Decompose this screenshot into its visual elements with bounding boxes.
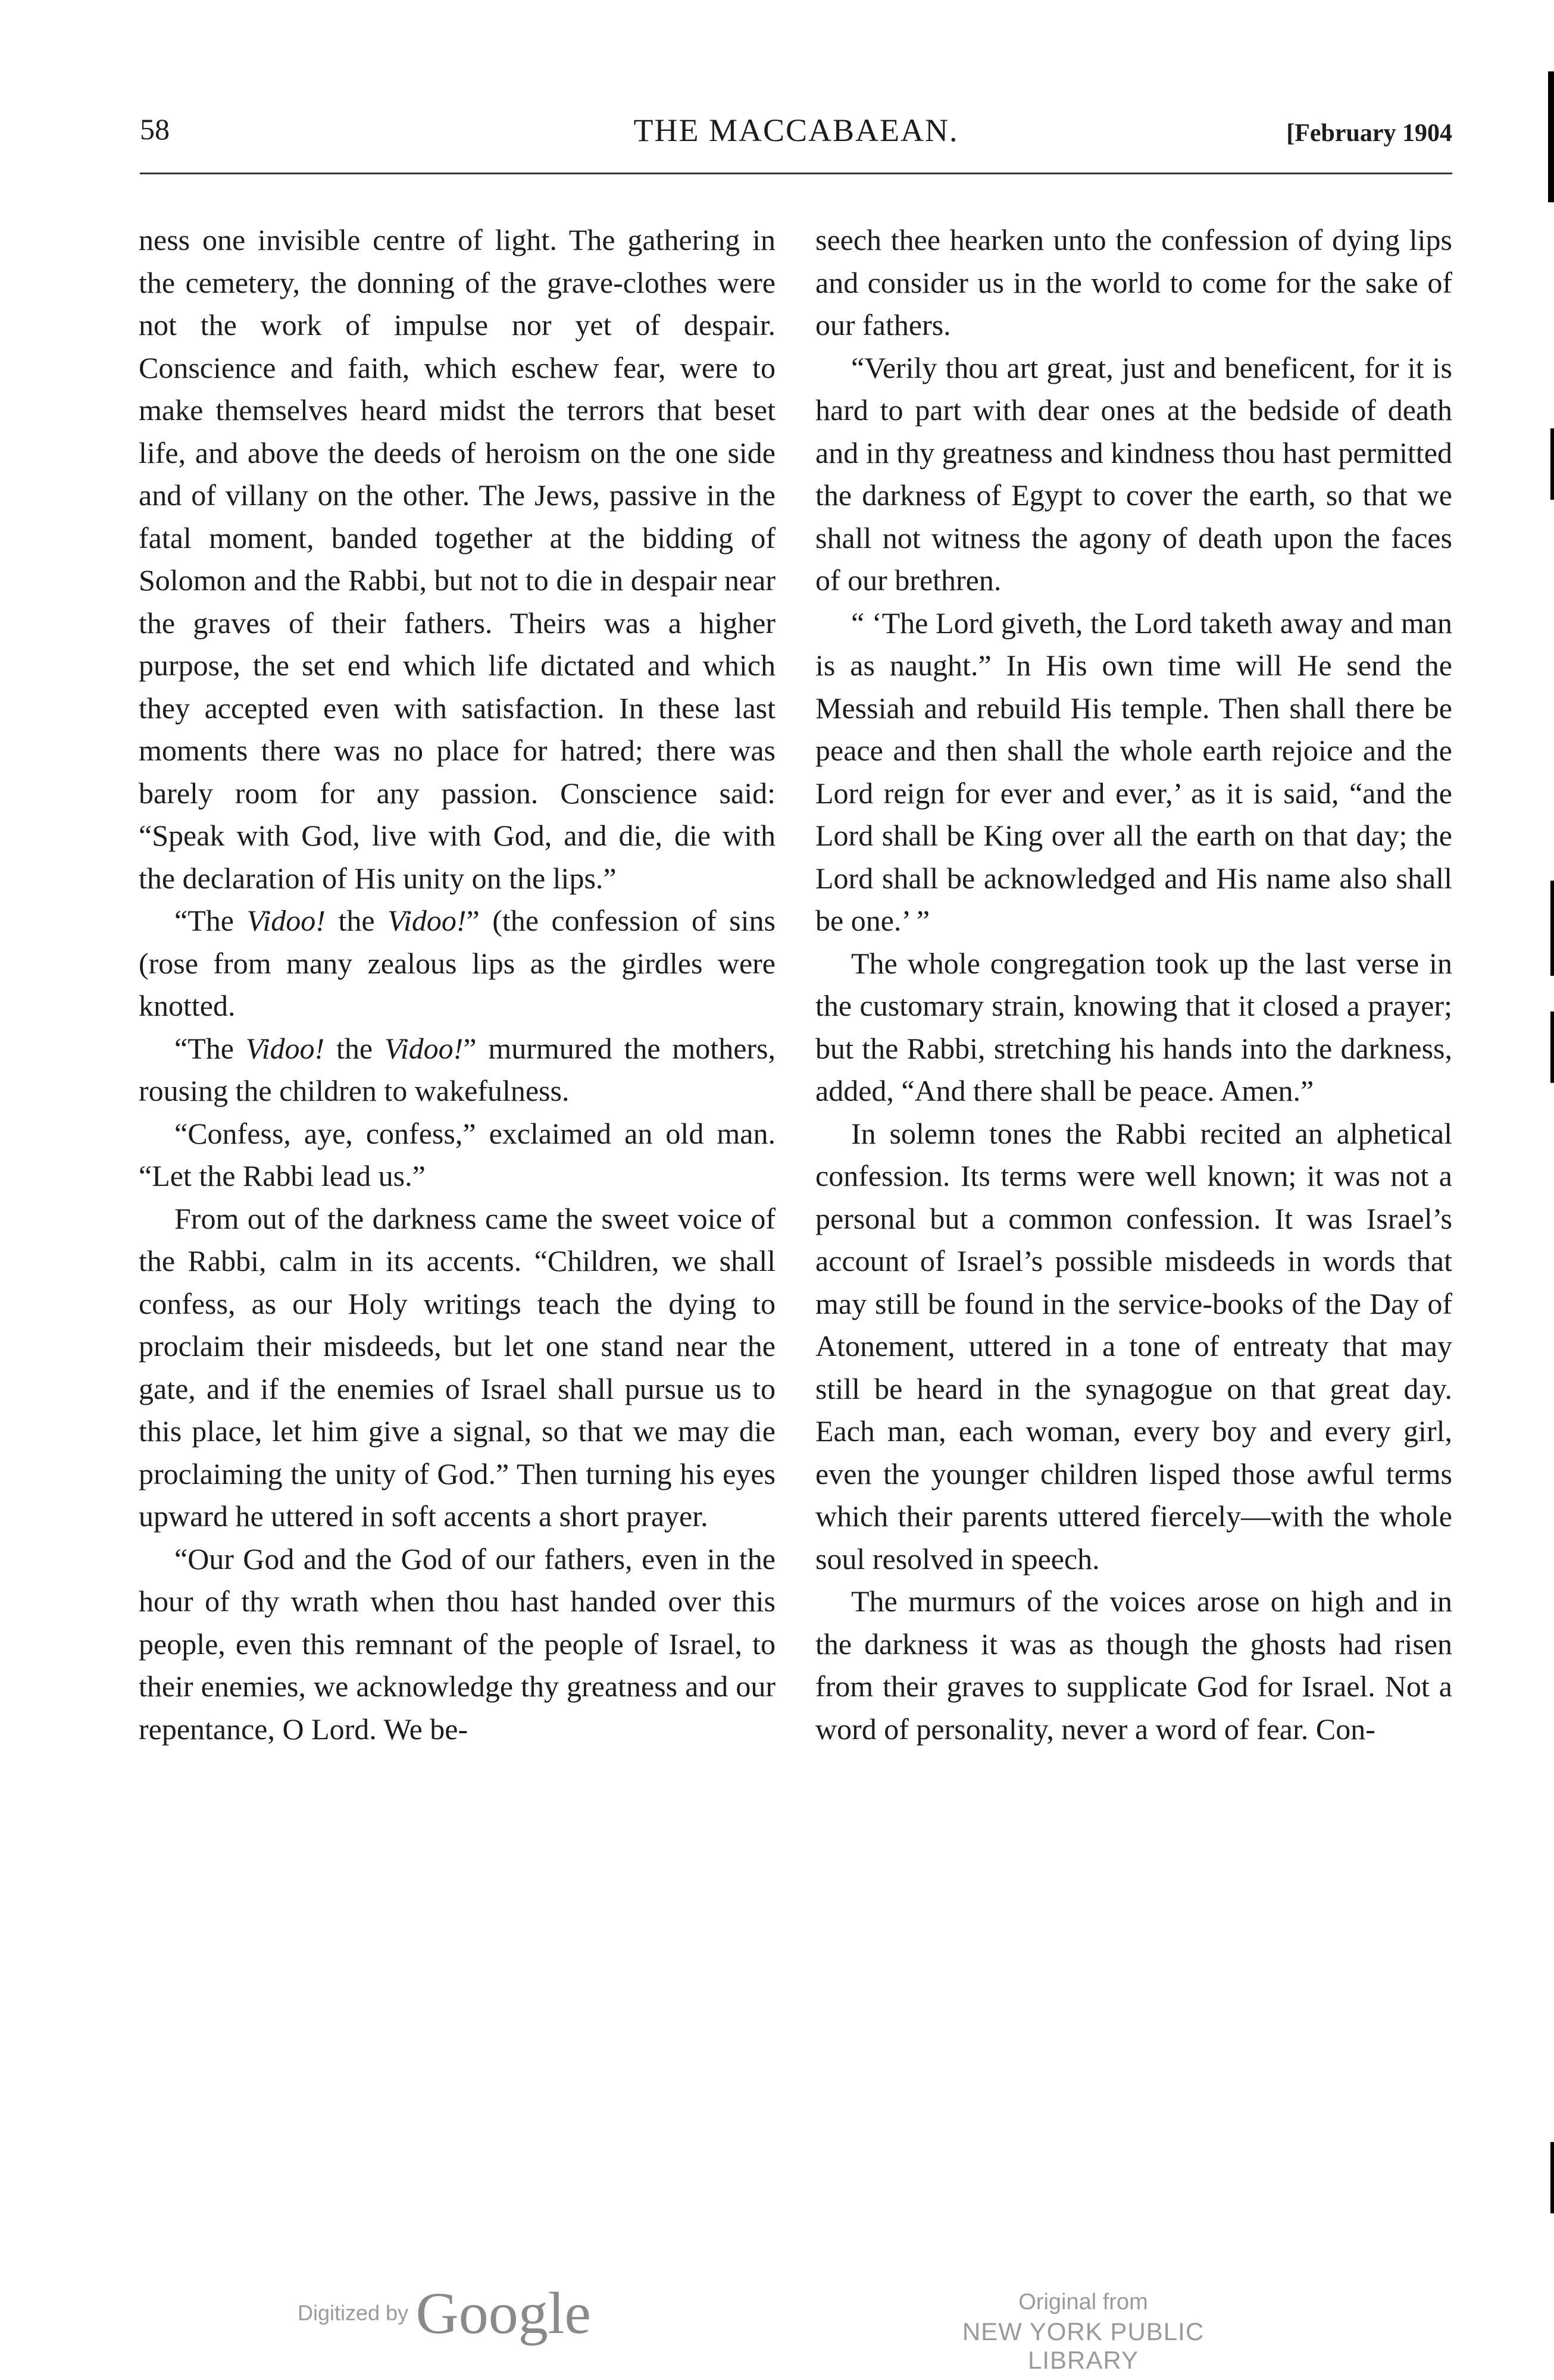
page-number: 58 — [140, 112, 170, 146]
paragraph: “Our God and the God of our fathers, even in the hour of thy wrath when thou hast handed over this people, even this remnant of the people of Israel, to their enemies, we acknowledge thy greatness and our repentance, O Lord. We be- — [139, 1542, 776, 1746]
scan-edge-mark — [1550, 881, 1554, 976]
paragraph: seech thee hearken unto the confession of dying lips and consider us in the world to come for the sake of our fathers. — [815, 223, 1452, 342]
library-attribution — [905, 2290, 1262, 2375]
scan-edge-mark — [1548, 71, 1554, 202]
paragraph: “Verily thou art great, just and beneficent, for it is hard to part with dear ones at the bedside of death and in thy greatness and kindness thou hast permitted the darkness of Egypt to cover the earth, so that we shall not witness the agony of death upon the faces of our brethren. — [815, 350, 1452, 597]
italic-term: Vidoo! — [384, 1031, 464, 1065]
text-run: the — [324, 1031, 384, 1065]
digitized-by-label: Digitized by — [298, 2300, 409, 2325]
digitized-by-google-watermark — [298, 2279, 591, 2347]
issue-date: [February 1904 — [1286, 120, 1452, 147]
running-header — [140, 112, 1452, 159]
library-name: NEW YORK PUBLIC LIBRARY — [962, 2318, 1205, 2374]
paragraph: From out of the darkness came the sweet voice of the Rabbi, calm in its accents. “Children, we shall confess, as our Holy writings teach the dying to proclaim their misdeeds, but let one stand near the gate, and if the enemies of Israel shall pursue us to this place, let him give a signal, so that we may die proclaiming the unity of God.” Then turning his eyes upward he uttered in soft accents a short prayer. — [139, 1201, 776, 1533]
paragraph: “ ‘The Lord giveth, the Lord taketh away and man is as naught.” In His own time will He send the Messiah and rebuild His temple. Then shall there be peace and then shall the whole earth rejoice and the Lord reign for ever and ever,’ as it is said, “and the Lord shall be King over all the earth on that day; the Lord shall be acknowledged and His name also shall be one.’ ” — [815, 606, 1452, 937]
journal-title: THE MACCABAEAN. — [633, 112, 959, 148]
left-column — [139, 219, 776, 1750]
paragraph: ness one invisible centre of light. The gathering in the cemetery, the donning of the grave-clothes were not the work of impulse nor yet of despair. Conscience and faith, which eschew fear, were to make themselves heard midst the terrors that beset life, and above the deeds of heroism on the one side and of villany on the other. The Jews, passive in the fatal moment, banded together at the bidding of Solomon and the Rabbi, but not to die in despair near the graves of their fathers. Theirs was a higher purpose, the set end which life dictated and which they accepted even with satisfaction. In these last moments there was no place for hatred; there was barely room for any passion. Conscience said: “Speak with God, live with God, and die, die with the declaration of His unity on the lips.” — [139, 223, 776, 895]
paragraph: “Confess, aye, confess,” exclaimed an old man. “Let the Rabbi lead us.” — [139, 1116, 776, 1192]
paragraph: In solemn tones the Rabbi recited an alphetical confession. Its terms were well known; it was not a personal but a common confession. It was Israel’s account of Israel’s possible misdeeds in words that may still be found in the service-books of the Day of Atonement, uttered in a tone of entreaty that may still be heard in the synagogue on that great day. Each man, each woman, every boy and every girl, even the younger children lisped those awful terms which their parents uttered fiercely—with the whole soul resolved in speech. — [815, 1116, 1452, 1576]
original-from-label: Original from — [1018, 2290, 1148, 2315]
text-run: ” murmured the mothers, rousing the children to wakefulness. — [139, 1031, 776, 1107]
italic-term: Vidoo! — [245, 1031, 325, 1065]
italic-term: Vidoo! — [246, 904, 326, 937]
scan-edge-mark — [1550, 428, 1554, 500]
text-run: ” (the confession of sins (rose from many zealous lips as the girdles were knotted. — [139, 904, 776, 1022]
header-rule — [140, 173, 1452, 174]
scan-edge-mark — [1550, 2142, 1554, 2213]
right-column — [815, 219, 1452, 1750]
paragraph — [139, 900, 776, 1028]
italic-term: Vidoo! — [387, 904, 467, 937]
paragraph: The whole congregation took up the last verse in the customary strain, knowing that it closed a prayer; but the Rabbi, stretching his hands into the darkness, added, “And there shall be peace. Amen.” — [815, 946, 1452, 1107]
paragraph — [139, 1028, 776, 1113]
google-logo: Google — [415, 2280, 591, 2346]
text-run: the — [325, 904, 388, 937]
paragraph: The murmurs of the voices arose on high and in the darkness it was as though the ghosts had risen from their graves to supplicate God for Israel. Not a word of personality, never a word of fear. Con- — [815, 1584, 1452, 1746]
text-run: “The — [174, 904, 247, 937]
text-run: “The — [174, 1031, 246, 1065]
scan-edge-mark — [1550, 1012, 1554, 1083]
